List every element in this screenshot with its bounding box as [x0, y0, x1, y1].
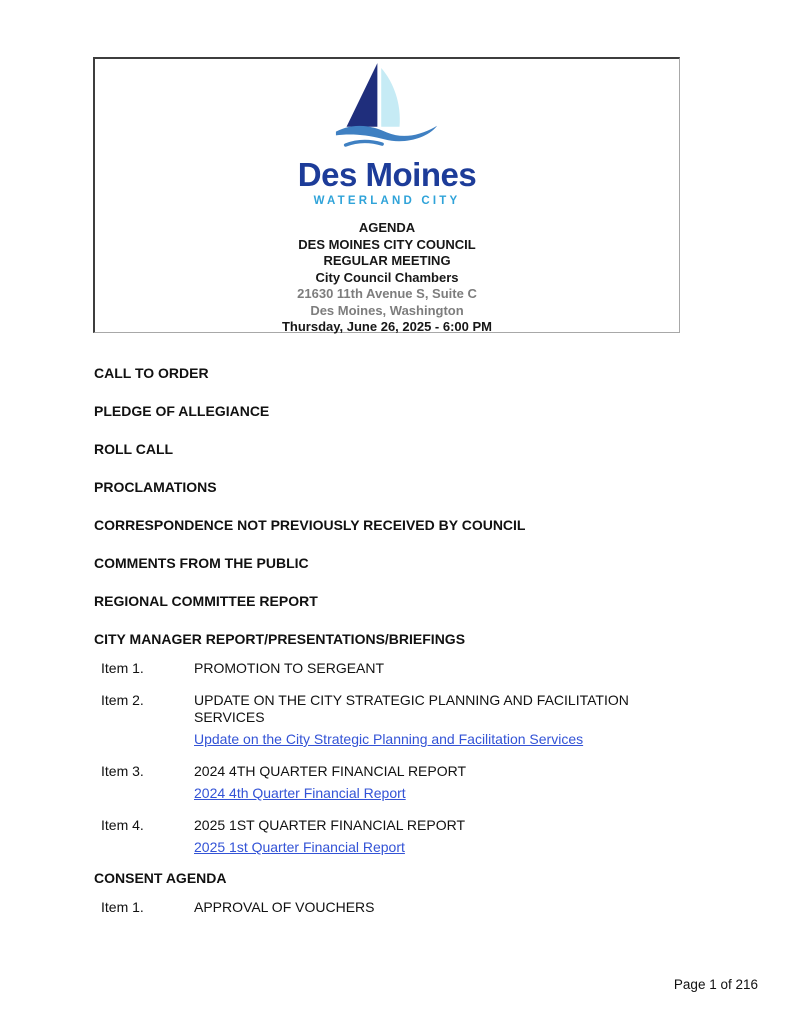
item-title: PROMOTION TO SERGEANT [194, 660, 385, 676]
item-label: Item 4. [101, 817, 144, 833]
item-body [194, 763, 699, 802]
item-label: Item 2. [101, 692, 144, 708]
section-roll-call: ROLL CALL [94, 441, 174, 457]
item-body [194, 817, 699, 856]
section-pledge-of-allegiance: PLEDGE OF ALLEGIANCE [94, 403, 270, 419]
section-call-to-order: CALL TO ORDER [94, 365, 209, 381]
logo-city-name: Des Moines [297, 156, 477, 193]
masthead-address-line-2: Des Moines, Washington [310, 302, 464, 318]
section-correspondence: CORRESPONDENCE NOT PREVIOUSLY RECEIVED BY COUNCIL [94, 517, 526, 533]
item-title: UPDATE ON THE CITY STRATEGIC PLANNING AND FACILITATION SERVICES [194, 692, 629, 725]
item-attachment-link[interactable]: 2024 4th Quarter Financial Report [194, 785, 406, 801]
page-number: Page 1 of 216 [673, 977, 758, 992]
masthead-meeting-line: REGULAR MEETING [323, 253, 451, 268]
section-regional-committee-report: REGIONAL COMMITTEE REPORT [94, 593, 318, 609]
item-title: APPROVAL OF VOUCHERS [194, 899, 375, 915]
masthead-venue-line: City Council Chambers [315, 269, 459, 285]
section-city-manager-report: CITY MANAGER REPORT/PRESENTATIONS/BRIEFINGS [94, 631, 466, 647]
section-public-comments: COMMENTS FROM THE PUBLIC [94, 555, 309, 571]
masthead-box [93, 57, 680, 333]
city-logo [95, 61, 679, 158]
masthead-address-line-1: 21630 11th Avenue S, Suite C [297, 286, 477, 301]
masthead-agenda-line: AGENDA [358, 220, 416, 235]
item-label: Item 3. [101, 763, 144, 779]
item-title: 2025 1ST QUARTER FINANCIAL REPORT [194, 817, 466, 833]
item-title: 2024 4TH QUARTER FINANCIAL REPORT [194, 763, 467, 779]
item-label: Item 1. [101, 660, 144, 676]
masthead-datetime-line: Thursday, June 26, 2025 - 6:00 PM [281, 319, 492, 334]
item-attachment-link[interactable]: Update on the City Strategic Planning and Facilitation Services [194, 731, 584, 747]
section-consent-agenda: CONSENT AGENDA [94, 870, 227, 886]
section-proclamations: PROCLAMATIONS [94, 479, 217, 495]
logo-tagline: WATERLAND CITY [313, 195, 461, 207]
agenda-item-row [94, 817, 699, 856]
agenda-item-row [94, 899, 699, 916]
agenda-item-row [94, 692, 699, 748]
masthead-council-line: DES MOINES CITY COUNCIL [298, 236, 476, 252]
sailboat-icon [334, 61, 440, 153]
item-body [194, 692, 699, 748]
agenda-item-row [94, 660, 699, 677]
masthead-text [95, 220, 679, 336]
agenda-item-row [94, 763, 699, 802]
item-attachment-link[interactable]: 2025 1st Quarter Financial Report [194, 839, 405, 855]
agenda-body [94, 366, 699, 931]
item-label: Item 1. [101, 899, 144, 915]
